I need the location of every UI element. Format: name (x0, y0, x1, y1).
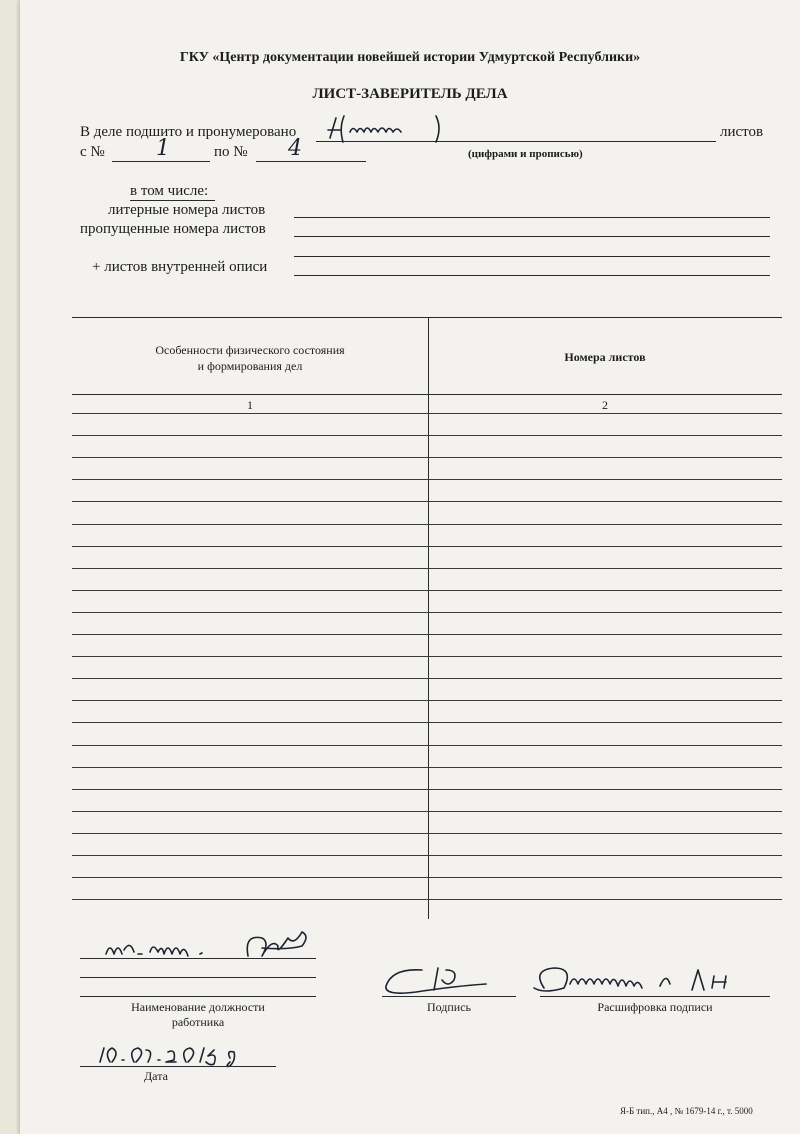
table-row-line (72, 745, 782, 746)
count-label: В деле подшито и пронумеровано (80, 124, 297, 140)
table-row-line (72, 612, 782, 613)
position-label (80, 1000, 316, 1030)
letter-numbers-label: литерные номера листов (108, 202, 266, 218)
to-value: 4 (288, 136, 302, 161)
to-underline (256, 161, 366, 162)
signature-handwriting (382, 962, 502, 998)
table-row-line (72, 590, 782, 591)
table-row-line (72, 413, 782, 414)
position-line-2 (80, 977, 316, 978)
table-row-line (72, 524, 782, 525)
missing-numbers-line-2 (294, 256, 770, 257)
col1-header-line2: и формирования дел (197, 359, 303, 373)
digits-hint: (цифрами и прописью) (468, 148, 583, 160)
col1-header-line1: Особенности физического состояния (155, 343, 345, 357)
from-label: с № (80, 144, 105, 160)
table-row-line (72, 656, 782, 657)
inner-inventory-line (294, 275, 770, 276)
table-row-line (72, 700, 782, 701)
table-header-border (72, 394, 782, 395)
table-row-line (72, 722, 782, 723)
signature-label: Подпись (426, 1000, 472, 1014)
print-info: Я-Б тип., А4 , № 1679-14 г., т. 5000 (620, 1106, 753, 1116)
table-row-line (72, 899, 782, 900)
col2-header: Номера листов (564, 350, 646, 364)
from-underline (112, 161, 210, 162)
missing-numbers-line (294, 236, 770, 237)
position-label-line1: Наименование должности (131, 1000, 265, 1014)
col2-number: 2 (602, 398, 608, 412)
organization-name: ГКУ «Центр документации новейшей истории Удмуртской Республики» (179, 50, 641, 65)
table-top-border (72, 317, 782, 318)
table-row-line (72, 568, 782, 569)
table-row-line (72, 479, 782, 480)
from-value: 1 (156, 136, 170, 161)
decoding-label: Расшифровка подписи (597, 1000, 713, 1014)
position-line-1 (80, 958, 316, 959)
missing-numbers-label: пропущенные номера листов (80, 221, 266, 237)
signature-line (382, 996, 516, 997)
table-row-line (72, 767, 782, 768)
document-page (20, 0, 800, 1134)
table-row-line (72, 457, 782, 458)
including-underline (130, 200, 215, 201)
table-row-line (72, 877, 782, 878)
table-row-line (72, 855, 782, 856)
letter-numbers-line (294, 217, 770, 218)
table-row-line (72, 634, 782, 635)
table-row-line (72, 833, 782, 834)
table-row-line (72, 678, 782, 679)
table-row-line (72, 789, 782, 790)
table-row-line (72, 435, 782, 436)
decoding-line (540, 996, 770, 997)
including-label: в том числе: (130, 183, 209, 199)
sheets-word: листов (720, 124, 764, 140)
table-row-line (72, 811, 782, 812)
position-line-3 (80, 996, 316, 997)
col1-header (72, 342, 428, 374)
table-row-line (72, 546, 782, 547)
position-label-line2: работника (171, 1015, 225, 1029)
to-label: по № (214, 144, 248, 160)
date-label: Дата (144, 1069, 168, 1083)
table-row-line (72, 501, 782, 502)
inner-inventory-label: + листов внутренней описи (92, 259, 268, 275)
col1-number: 1 (247, 398, 253, 412)
date-line (80, 1066, 276, 1067)
document-title: ЛИСТ-ЗАВЕРИТЕЛЬ ДЕЛА (312, 86, 508, 102)
